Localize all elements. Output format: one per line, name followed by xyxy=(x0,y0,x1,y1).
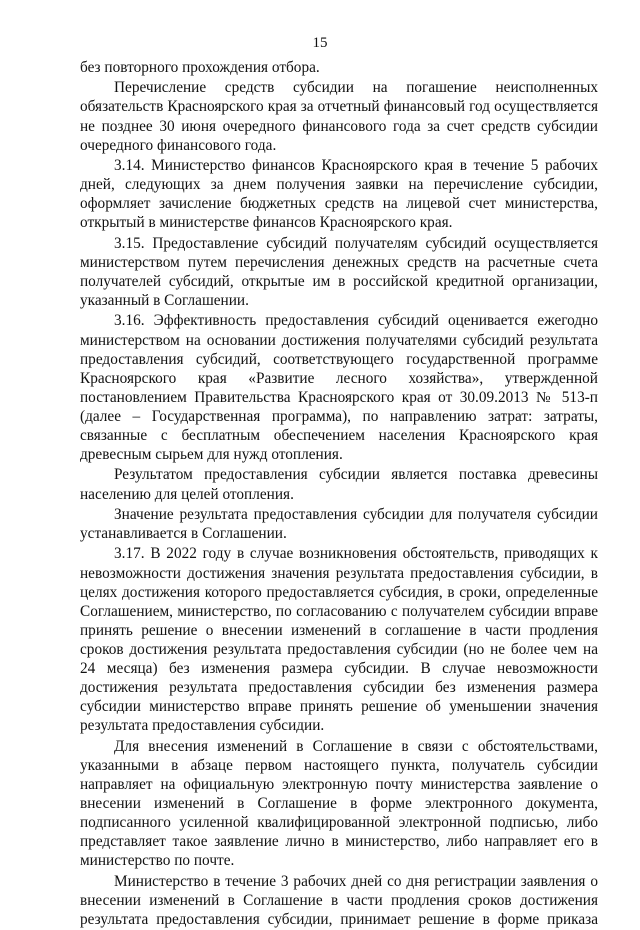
paragraph-result-value: Значение результата предоставления субсидии для получателя субсидии устанавливается в Соглашении. xyxy=(80,505,598,543)
paragraph-3-17: 3.17. В 2022 году в случае возникновения обстоятельств, приводящих к невозможности достижения значения результата предоставления субсидии, в целях достижения которого предоставляется субсидия, в сроки, определенные Соглашением, министерство, по согласованию с получателем субсидии вправе принять решение о внесении изменений в соглашение в части продления сроков достижения результата предоставления субсидии (но не более чем на 24 месяца) без изменения размера субсидии. В случае невозможности достижения результата предоставления субсидии без изменения размера субсидии министерство вправе принять решение об уменьшении значения результата предоставления субсидии. xyxy=(80,545,598,735)
paragraph-amendment-procedure: Для внесения изменений в Соглашение в связи с обстоятельствами, указанными в абзаце первом настоящего пункта, получатель субсидии направляет на официальную электронную почту министерства заявление о внесении изменений в Соглашение в форме электронного документа, подписанного усиленной квалифицированной электронной подписью, либо представляет такое заявление лично в министерство, либо направляет его в министерство по почте. xyxy=(80,737,598,870)
paragraph-3-16: 3.16. Эффективность предоставления субсидий оценивается ежегодно министерством на основании достижения получателями субсидий результата предоставления субсидий, соответствующего государственной программе Красноярского края «Развитие лесного хозяйства», утвержденной постановлением Правительства Красноярского края от 30.09.2013 № 513-п (далее – Государственная программа), по направлению затрат: затраты, связанные с бесплатным обеспечением населения Красноярского края древесным сырьем для нужд отопления. xyxy=(80,312,598,464)
page-number: 15 xyxy=(312,35,328,51)
paragraph-3-15: 3.15. Предоставление субсидий получателям субсидий осуществляется министерством путем перечисления денежных средств на расчетные счета получателей субсидий, открытые им в российской кредитной организации, указанный в Соглашении. xyxy=(80,234,598,310)
paragraph-continuation: без повторного прохождения отбора. xyxy=(80,59,320,76)
paragraph-3-14: 3.14. Министерство финансов Красноярского края в течение 5 рабочих дней, следующих за днем получения заявки на перечисление субсидии, оформляет зачисление бюджетных средств на лицевой счет министерства, открытый в министерстве финансов Красноярского края. xyxy=(80,157,598,232)
paragraph-ministry-decision: Министерство в течение 3 рабочих дней со дня регистрации заявления о внесении изменений в Соглашение в части продления сроков достижения результата предоставления субсидии, принимает решение в форме приказа xyxy=(80,872,598,928)
paragraph-result-definition: Результатом предоставления субсидии является поставка древесины населению для целей отопления. xyxy=(80,466,598,503)
paragraph-transfer-obligations: Перечисление средств субсидии на погашение неисполненных обязательств Красноярского края за отчетный финансовый год осуществляется не позднее 30 июня очередного финансового года за счет средств субсидии очередного финансового года. xyxy=(80,79,598,154)
body-text xyxy=(80,58,598,930)
